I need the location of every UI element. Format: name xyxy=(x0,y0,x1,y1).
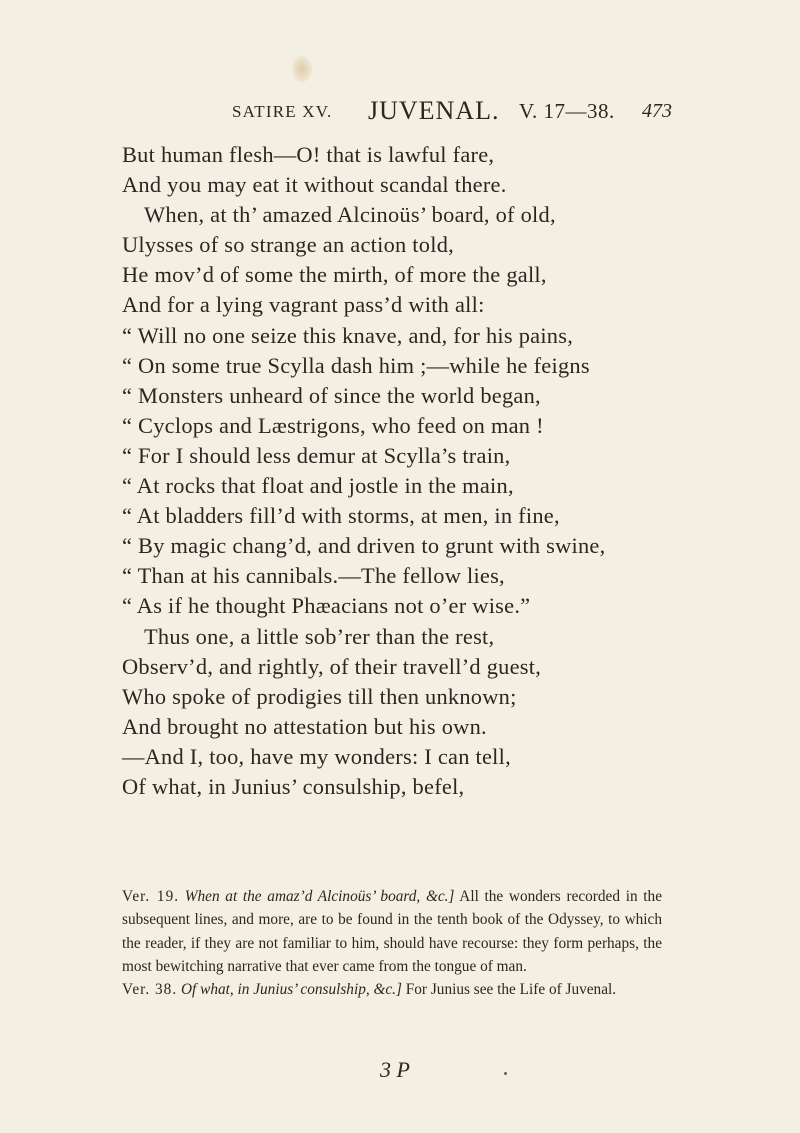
footnote-text: For Junius see the Life of Juvenal. xyxy=(405,981,617,999)
poem-line: “ As if he thought Phæacians not o’er wise.” xyxy=(122,593,531,619)
signature-mark xyxy=(0,1057,800,1083)
footnote-text: All the wonders recorded in the subsequent lines, and more, are to be found in the tenth book of the Odyssey, to which the reader, if they are not familiar to him, should have recourse: they form perhaps, the most bewitching narrative that ever came from the tongue of man. xyxy=(122,888,662,975)
poem-line: And for a lying vagrant pass’d with all: xyxy=(122,292,485,318)
poem-line: “ For I should less demur at Scylla’s train, xyxy=(122,442,511,468)
poem-line: “ Than at his cannibals.—The fellow lies, xyxy=(122,563,505,589)
poem-line: He mov’d of some the mirth, of more the gall, xyxy=(122,262,547,288)
signature-text: 3 P xyxy=(380,1057,410,1082)
poem-line: “ Monsters unheard of since the world began, xyxy=(122,382,541,408)
poem-line: Observ’d, and rightly, of their travell’d guest, xyxy=(122,653,542,679)
poem-line: And brought no attestation but his own. xyxy=(122,713,487,739)
header-author: JUVENAL. xyxy=(368,96,500,125)
poem-line: “ On some true Scylla dash him ;—while he feigns xyxy=(122,352,590,378)
poem-line: Ulysses of so strange an action told, xyxy=(122,232,454,258)
poem-text xyxy=(122,140,762,802)
poem-line: “ Will no one seize this knave, and, for his pains, xyxy=(122,322,574,348)
poem-line: “ Cyclops and Læstrigons, who feed on man ! xyxy=(122,412,544,438)
footnote-lemma: Of what, in Junius’ consulship, &c.] xyxy=(181,981,402,999)
poem-line: And you may eat it without scandal there. xyxy=(122,172,507,198)
footnote xyxy=(122,978,662,1001)
ink-blot xyxy=(292,56,312,82)
poem-line: “ At bladders fill’d with storms, at men, in fine, xyxy=(122,503,560,529)
poem-line: “ By magic chang’d, and driven to grunt with swine, xyxy=(122,533,606,559)
footnote-ref: Ver. 38. xyxy=(122,981,178,999)
footnote-ref: Ver. 19. xyxy=(122,888,180,905)
running-header xyxy=(0,90,800,130)
stray-dot xyxy=(504,1072,507,1075)
footnote xyxy=(122,885,662,978)
poem-line: Who spoke of prodigies till then unknown; xyxy=(122,683,517,709)
poem-line: But human flesh—O! that is lawful fare, xyxy=(122,142,495,167)
poem-line: Thus one, a little sob’rer than the rest, xyxy=(144,623,495,649)
poem-line: Of what, in Junius’ consulship, befel, xyxy=(122,773,465,799)
header-satire: SATIRE XV. xyxy=(232,102,333,121)
page-number: 473 xyxy=(642,100,672,122)
footnotes xyxy=(122,885,662,1001)
poem-line: —And I, too, have my wonders: I can tell, xyxy=(122,743,511,769)
poem-line: When, at th’ amazed Alcinoüs’ board, of old, xyxy=(144,202,556,228)
footnote-lemma: When at the amaz’d Alcinoüs’ board, &c.] xyxy=(184,888,455,905)
poem-line: “ At rocks that float and jostle in the main, xyxy=(122,473,514,499)
header-verses: V. 17—38. xyxy=(519,99,615,123)
